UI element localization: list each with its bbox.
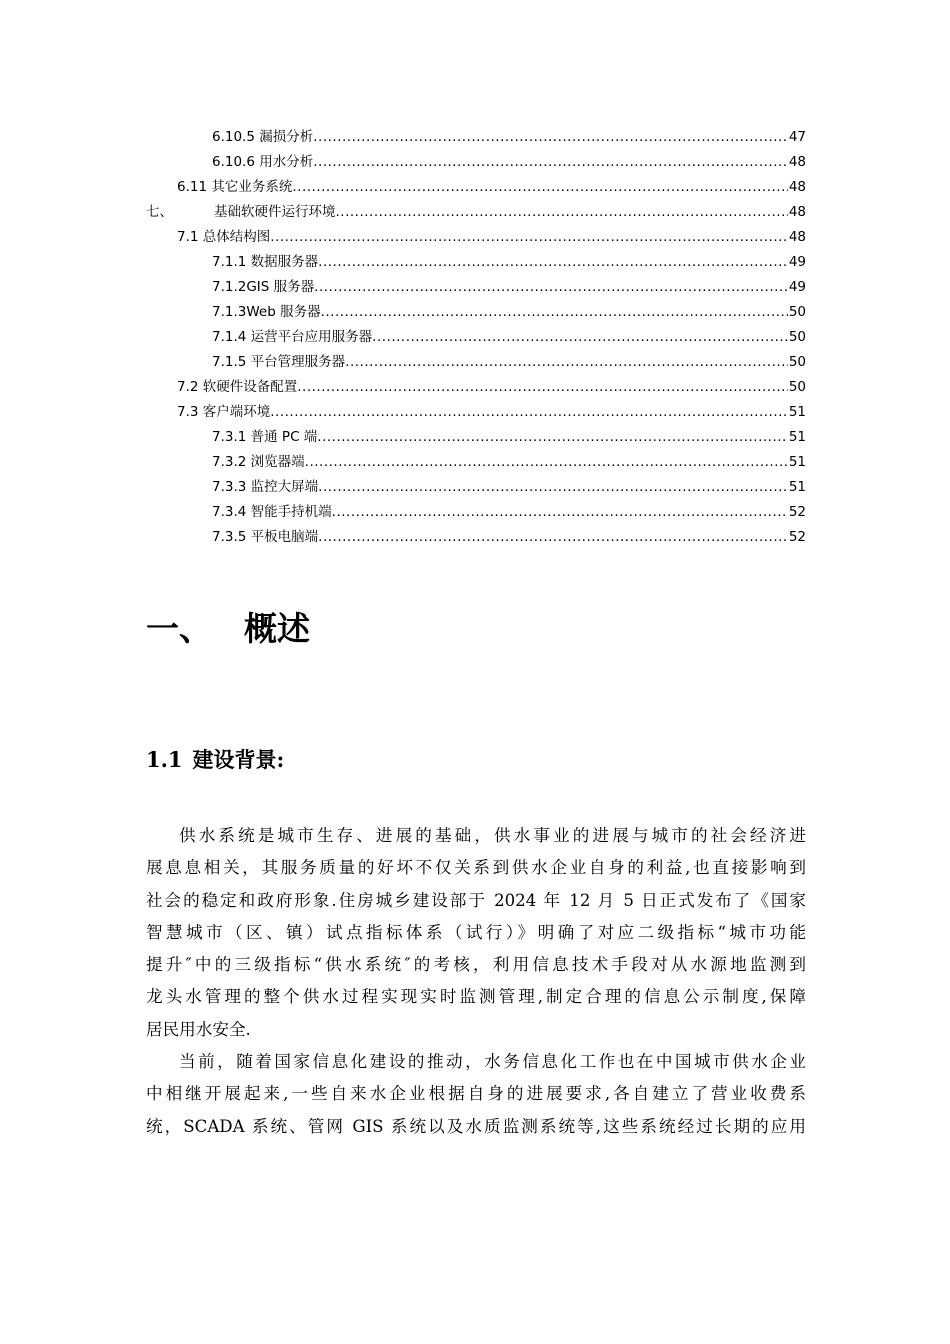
toc-entry-page: 48 xyxy=(788,229,806,245)
toc-entry-page: 48 xyxy=(788,179,806,195)
toc-entry[interactable] xyxy=(212,350,806,375)
toc-entry-page: 50 xyxy=(788,354,806,370)
toc-entry[interactable] xyxy=(177,375,806,400)
chapter-title: 概述 xyxy=(244,609,310,648)
toc-entry[interactable] xyxy=(177,400,806,425)
paragraph-line: 统，SCADA 系统、管网 GIS 系统以及水质监测系统等,这些系统经过长期的应用 xyxy=(146,1116,806,1136)
paragraph-line: 智慧城市（区、镇）试点指标体系（试行）》明确了对应二级指标“城市功能 xyxy=(146,922,806,942)
toc-entry-page: 50 xyxy=(788,379,806,395)
toc-entry-label: 基础软硬件运行环境 xyxy=(214,204,336,220)
toc-entry[interactable] xyxy=(212,325,806,350)
toc-entry-page: 48 xyxy=(788,204,806,220)
toc-leader xyxy=(305,450,788,475)
section-number: 1.1 xyxy=(146,747,183,772)
toc-entry-label: 7.3.3 监控大屏端 xyxy=(212,479,319,495)
paragraph-line: 提升″中的三级指标“供水系统″的考核，利用信息技术手段对从水源地监测到 xyxy=(146,955,806,975)
toc-leader xyxy=(336,200,788,225)
toc-entry-number: 七、 xyxy=(146,204,173,220)
paragraph-line: 社会的稳定和政府形象.住房城乡建设部于 2024 年 12 月 5 日正式发布了《国家 xyxy=(146,890,806,910)
paragraph-line: 龙头水管理的整个供水过程实现实时监测管理,制定合理的信息公示制度,保障 xyxy=(146,987,806,1007)
toc-entry-label: 7.1.3Web 服务器 xyxy=(212,304,321,320)
toc-entry[interactable] xyxy=(177,225,806,250)
toc-entry-page: 47 xyxy=(788,129,806,145)
toc-entry-label: 7.1.4 运营平台应用服务器 xyxy=(212,329,373,345)
chapter-heading xyxy=(146,604,310,654)
toc-entry[interactable] xyxy=(212,250,806,275)
toc-entry-label: 7.1.5 平台管理服务器 xyxy=(212,354,346,370)
toc-leader xyxy=(292,175,787,200)
toc-entry-label: 7.1 总体结构图 xyxy=(177,229,271,245)
toc-entry[interactable] xyxy=(212,525,806,550)
toc-entry-label: 6.10.6 用水分析 xyxy=(212,154,314,170)
toc-leader xyxy=(372,325,788,350)
toc-entry-page: 51 xyxy=(788,429,806,445)
section-heading xyxy=(146,740,284,780)
toc-entry-page: 49 xyxy=(788,254,806,270)
toc-entry-label: 7.1.2GIS 服务器 xyxy=(212,279,315,295)
toc-leader xyxy=(321,300,788,325)
paragraph-line: 展息息相关，其服务质量的好坏不仅关系到供水企业自身的利益,也直接影响到 xyxy=(146,858,806,878)
toc-leader xyxy=(318,525,788,550)
toc-entry-label: 7.3.1 普通 PC 端 xyxy=(212,429,318,445)
toc-leader xyxy=(318,475,788,500)
toc-entry[interactable] xyxy=(177,175,806,200)
toc-leader xyxy=(345,350,788,375)
toc-entry-label: 7.3.2 浏览器端 xyxy=(212,454,305,470)
toc-entry[interactable] xyxy=(212,500,806,525)
toc-entry-page: 50 xyxy=(788,329,806,345)
toc-entry-page: 51 xyxy=(788,454,806,470)
toc-entry-label: 7.2 软硬件设备配置 xyxy=(177,379,298,395)
paragraph-line: 中相继开展起来,一些自来水企业根据自身的进展要求,各自建立了营业收费系 xyxy=(146,1084,806,1104)
toc-entry[interactable] xyxy=(212,125,806,150)
toc-entry-page: 50 xyxy=(788,304,806,320)
paragraph-line: 居民用水安全. xyxy=(146,1019,251,1039)
toc-leader xyxy=(314,275,788,300)
toc-entry-page: 49 xyxy=(788,279,806,295)
toc-entry[interactable] xyxy=(212,300,806,325)
toc-leader xyxy=(313,125,788,150)
toc-entry-page: 48 xyxy=(788,154,806,170)
toc-entry-label: 7.3.4 智能手持机端 xyxy=(212,504,332,520)
toc-entry-label: 7.3.5 平板电脑端 xyxy=(212,529,319,545)
toc-leader xyxy=(270,400,788,425)
toc-leader xyxy=(318,250,788,275)
section-title: 建设背景: xyxy=(192,747,285,772)
toc-entry[interactable] xyxy=(212,475,806,500)
toc-leader xyxy=(317,425,788,450)
toc-entry[interactable] xyxy=(146,200,806,225)
toc-entry[interactable] xyxy=(212,275,806,300)
paragraph-background-1 xyxy=(146,820,806,1046)
toc-entry[interactable] xyxy=(212,450,806,475)
toc-entry[interactable] xyxy=(212,150,806,175)
toc-entry-label: 7.1.1 数据服务器 xyxy=(212,254,319,270)
paragraph-background-2 xyxy=(146,1046,806,1143)
toc-entry-page: 52 xyxy=(788,529,806,545)
paragraph-line: 供水系统是城市生存、进展的基础，供水事业的进展与城市的社会经济进 xyxy=(179,826,806,845)
toc-entry-label: 7.3 客户端环境 xyxy=(177,404,271,420)
toc-entry-page: 52 xyxy=(788,504,806,520)
toc-entry-page: 51 xyxy=(788,404,806,420)
toc-entry-label: 6.10.5 漏损分析 xyxy=(212,129,314,145)
toc-leader xyxy=(332,500,788,525)
chapter-number: 一、 xyxy=(146,609,212,648)
toc-entry-page: 51 xyxy=(788,479,806,495)
paragraph-line: 当前，随着国家信息化建设的推动，水务信息化工作也在中国城市供水企业 xyxy=(179,1052,806,1071)
toc-leader xyxy=(297,375,788,400)
toc-leader xyxy=(270,225,788,250)
toc-leader xyxy=(313,150,788,175)
toc-entry[interactable] xyxy=(212,425,806,450)
toc-entry-label: 6.11 其它业务系统 xyxy=(177,179,293,195)
